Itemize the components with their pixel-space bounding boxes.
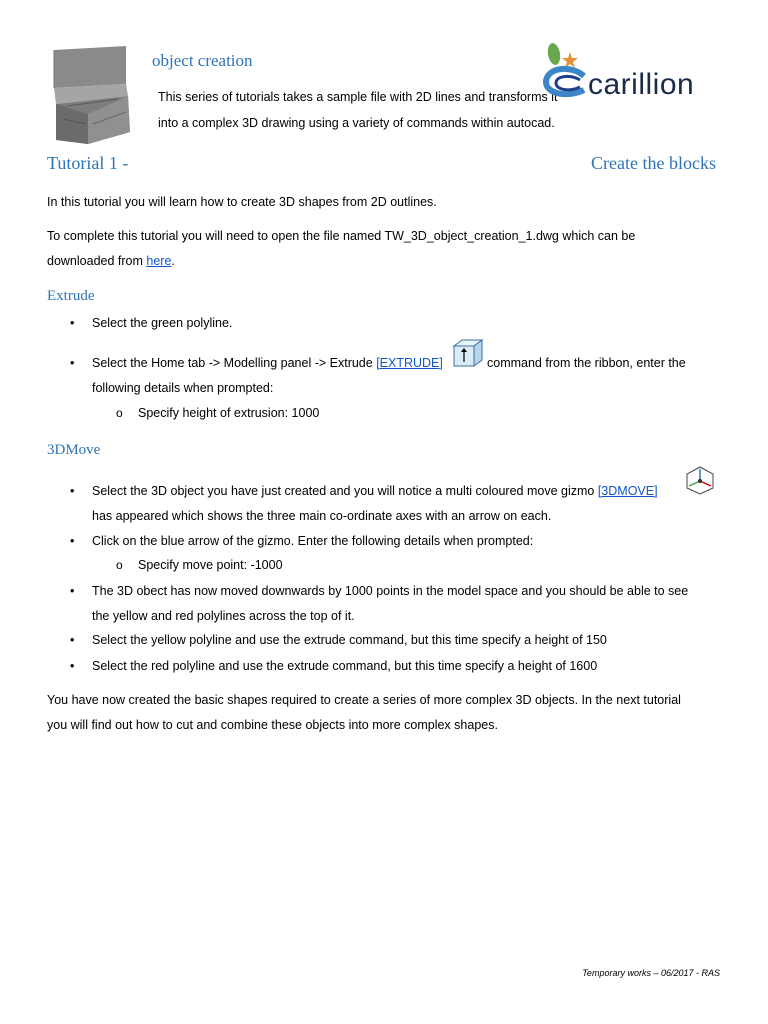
list-item: • Select the 3D object you have just created and you will notice a multi coloured move gizmo [3DMOVE] [70, 484, 658, 498]
tutorial-number: Tutorial 1 - [47, 153, 129, 173]
3dmove-line-continued: has appeared which shows the three main co-ordinate axes with an arrow on each. [92, 509, 552, 523]
intro-text: This series of tutorials takes a sample file with 2D lines and transforms it into a complex 3D drawing using a variety of commands within autocad. [158, 90, 558, 130]
paragraph-download: To complete this tutorial you will need to open the file named TW_3D_object_creation_1.dwg which can be downloaded from here. [47, 229, 636, 268]
3d-block-image [48, 44, 130, 148]
list-item: • Select the red polyline and use the extrude command, but this time specify a height of 1600 [70, 659, 598, 673]
paragraph-intro: In this tutorial you will learn how to create 3D shapes from 2D outlines. [47, 195, 437, 209]
list-item-continued: the yellow and red polylines across the top of it. [92, 609, 355, 623]
page-footer: Temporary works – 06/2017 - RAS [582, 968, 720, 978]
sub-list-item: o Specify height of extrusion: 1000 [116, 406, 320, 420]
list-item: • Click on the blue arrow of the gizmo. Enter the following details when prompted: [70, 534, 534, 548]
download-link[interactable]: here [146, 254, 172, 268]
3dmove-gizmo-icon [684, 464, 716, 496]
extrude-line-continued: command from the ribbon, enter the [487, 356, 686, 370]
document-title: object creation [152, 51, 253, 70]
3dmove-heading: 3DMove [47, 442, 101, 458]
sub-list-item: o Specify move point: -1000 [116, 558, 283, 572]
3dmove-command-link[interactable]: [3DMOVE] [597, 484, 658, 498]
extrude-icon [452, 338, 484, 368]
closing-paragraph-line2: you will find out how to cut and combine these objects into more complex shapes. [47, 718, 498, 732]
list-item: • Select the green polyline. [70, 316, 233, 330]
list-item: • Select the Home tab -> Modelling panel -> Extrude [EXTRUDE] [70, 356, 443, 370]
extrude-line-continued: following details when prompted: [92, 381, 274, 395]
list-item: • The 3D obect has now moved downwards by 1000 points in the model space and you should be able to see [70, 584, 689, 598]
list-item: • Select the yellow polyline and use the extrude command, but this time specify a height of 150 [70, 633, 607, 647]
carillion-logo-icon [540, 40, 592, 98]
extrude-command-link[interactable]: [EXTRUDE] [376, 356, 443, 370]
extrude-heading: Extrude [47, 288, 95, 304]
closing-paragraph-line1: You have now created the basic shapes required to create a series of more complex 3D objects. In the next tutorial [47, 693, 681, 707]
carillion-logo-text: carillion [588, 68, 695, 101]
tutorial-title: Create the blocks [591, 153, 716, 173]
